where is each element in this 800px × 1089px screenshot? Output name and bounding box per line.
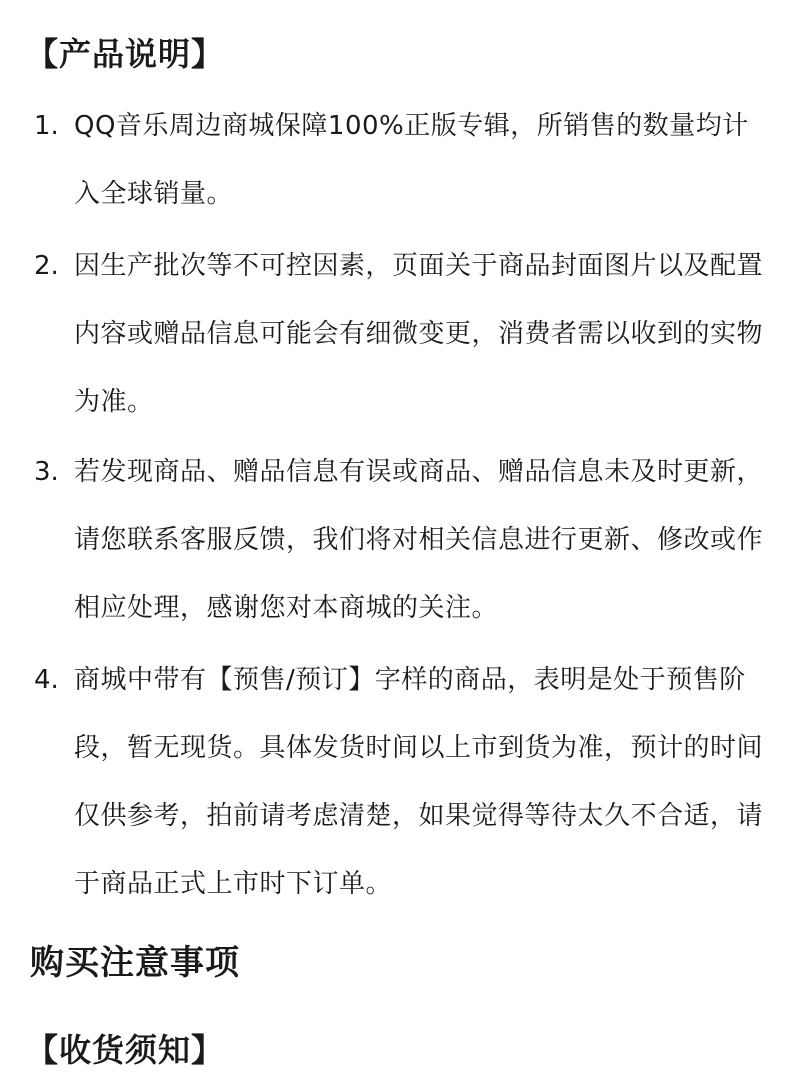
list-item-1 <box>34 92 774 228</box>
list-item-number: 3. <box>34 457 59 487</box>
list-item-text: 商城中带有【预售/预订】字样的商品，表明是处于预售阶段，暂无现货。具体发货时间以上市到货为准，预计的时间仅供参考，拍前请考虑清楚，如果觉得等待太久不合适，请于商品正式上市时下订单。 <box>74 665 764 899</box>
list-item-4 <box>34 646 774 918</box>
list-item-2 <box>34 232 774 436</box>
list-item-number: 2. <box>34 251 59 281</box>
list-item-number: 1. <box>34 111 59 141</box>
purchase-notes-heading: 购买注意事项 <box>30 943 240 983</box>
delivery-notice-heading: 【收货须知】 <box>26 1031 225 1069</box>
product-description-heading: 【产品说明】 <box>26 35 225 73</box>
list-item-3 <box>34 438 774 642</box>
list-item-text: 因生产批次等不可控因素，页面关于商品封面图片以及配置内容或赠品信息可能会有细微变更，消费者需以收到的实物为准。 <box>74 251 764 417</box>
list-item-text: QQ音乐周边商城保障100%正版专辑，所销售的数量均计入全球销量。 <box>74 111 749 209</box>
list-item-text: 若发现商品、赠品信息有误或商品、赠品信息未及时更新，请您联系客服反馈，我们将对相关信息进行更新、修改或作相应处理，感谢您对本商城的关注。 <box>74 457 764 623</box>
list-item-number: 4. <box>34 665 59 695</box>
